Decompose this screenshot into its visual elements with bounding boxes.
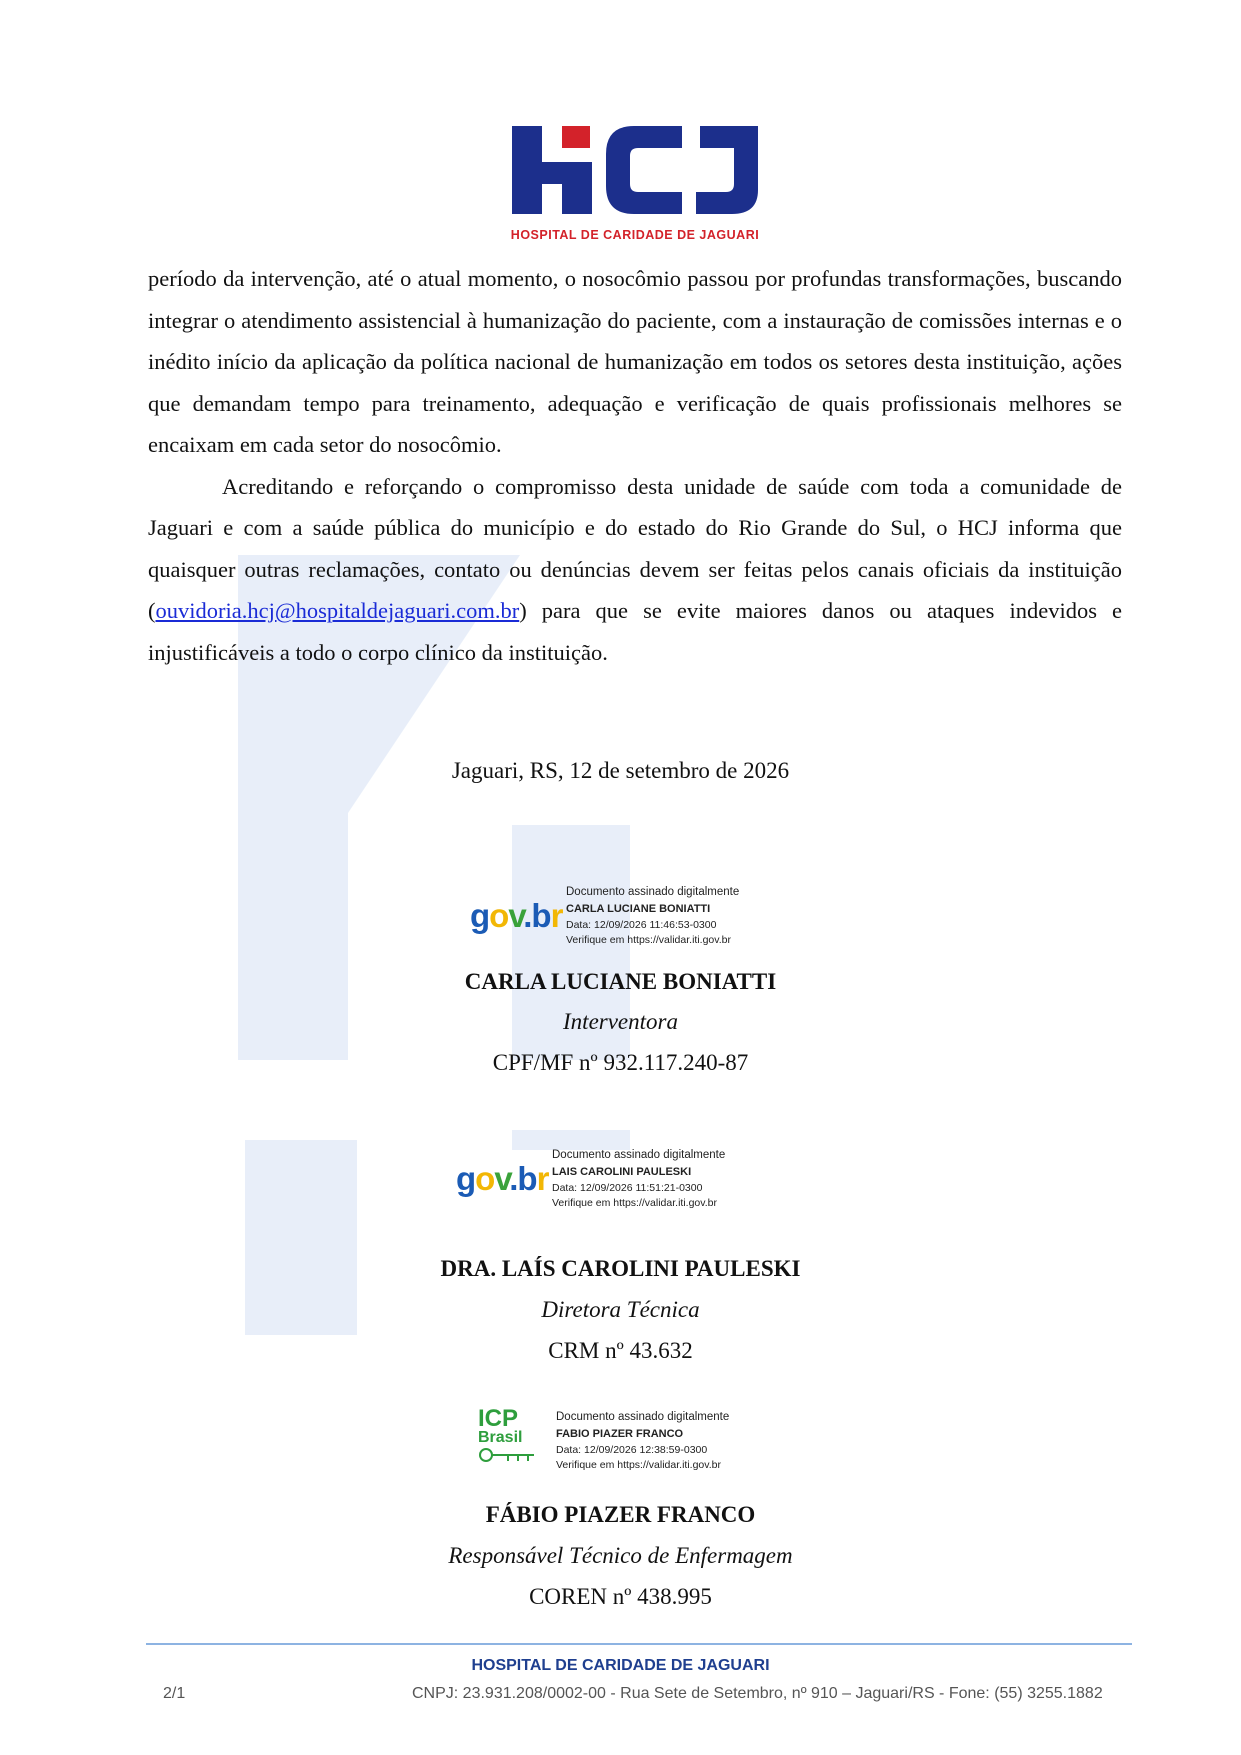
govbr-logo: gov.br (470, 897, 563, 934)
logo-tagline: HOSPITAL DE CARIDADE DE JAGUARI (510, 228, 760, 242)
signer-id: CRM nº 43.632 (548, 1338, 693, 1363)
signer-role: Interventora (563, 1009, 678, 1034)
stamp-signer-name: CARLA LUCIANE BONIATTI (566, 903, 711, 915)
signer-name: CARLA LUCIANE BONIATTI (464, 969, 777, 994)
signer-id: COREN nº 438.995 (529, 1584, 712, 1609)
paragraph-2-text: Acreditando e reforçando o compromisso desta unidade de saúde com toda a comunidade de Jaguari e com a saúde pública do município e do estado do Rio Grande do Sul, o HCJ informa que quaisquer outras reclamações, contato ou denúncias devem ser feitas pelos canais oficiais da instituição ( (148, 473, 1122, 623)
icp-brasil-logo (478, 1405, 548, 1469)
date-line: Jaguari, RS, 12 de setembro de 2026 (451, 758, 790, 783)
icp-logo-top: ICP (478, 1405, 519, 1432)
digital-signature-stamp (456, 1146, 776, 1216)
stamp-header: Documento assinado digitalmente (566, 886, 740, 898)
stamp-verify: Verifique em https://validar.iti.gov.br (556, 1459, 721, 1471)
stamp-date: Data: 12/09/2026 11:46:53-0300 (566, 919, 717, 931)
stamp-signer-name: FABIO PIAZER FRANCO (556, 1428, 684, 1440)
paragraph-2 (148, 466, 1122, 674)
footer-title: HOSPITAL DE CARIDADE DE JAGUARI (471, 1657, 770, 1674)
stamp-date: Data: 12/09/2026 12:38:59-0300 (556, 1444, 708, 1456)
signer-id: CPF/MF nº 932.117.240-87 (492, 1050, 749, 1075)
stamp-signer-name: LAIS CAROLINI PAULESKI (552, 1166, 692, 1178)
stamp-date: Data: 12/09/2026 11:51:21-0300 (552, 1182, 703, 1194)
digital-signature-stamp (460, 1405, 780, 1478)
stamp-verify: Verifique em https://validar.iti.gov.br (566, 934, 731, 946)
paragraph-2-text-end: ) para que se evite maiores danos ou ataques indevidos e injustificáveis a todo o corpo clínico da instituição. (148, 598, 1122, 665)
hcj-logo (510, 118, 760, 246)
signer-name: DRA. LAÍS CAROLINI PAULESKI (440, 1256, 801, 1281)
signer-name: FÁBIO PIAZER FRANCO (485, 1502, 756, 1527)
ombudsman-email-link[interactable]: ouvidoria.hcj@hospitaldejaguari.com.br (155, 598, 520, 623)
page-number: 2/1 (163, 1685, 186, 1702)
govbr-logo: gov.br (456, 1160, 549, 1197)
letter-body (148, 258, 1122, 673)
stamp-header: Documento assinado digitalmente (552, 1149, 726, 1161)
footer-divider (146, 1643, 1132, 1645)
stamp-verify: Verifique em https://validar.iti.gov.br (552, 1197, 717, 1209)
signer-role: Responsável Técnico de Enfermagem (448, 1543, 793, 1568)
paragraph-1: período da intervenção, até o atual momento, o nosocômio passou por profundas transformações, buscando integrar o atendimento assistencial à humanização do paciente, com a instauração de comissões internas e o inédito início da aplicação da política nacional de humanização em todos os setores desta instituição, ações que demandam tempo para treinamento, adequação e verificação de quais profissionais melhores se encaixam em cada setor do nosocômio. (148, 266, 1122, 457)
stamp-header: Documento assinado digitalmente (556, 1411, 730, 1423)
key-icon (478, 1446, 538, 1464)
digital-signature-stamp (470, 883, 790, 953)
icp-logo-bottom: Brasil (478, 1429, 523, 1446)
footer-address: CNPJ: 23.931.208/0002-00 - Rua Sete de Setembro, nº 910 – Jaguari/RS - Fone: (55) 3255.1882 (412, 1685, 1103, 1702)
hcj-logo-mark (510, 118, 760, 218)
signer-role: Diretora Técnica (541, 1297, 700, 1322)
